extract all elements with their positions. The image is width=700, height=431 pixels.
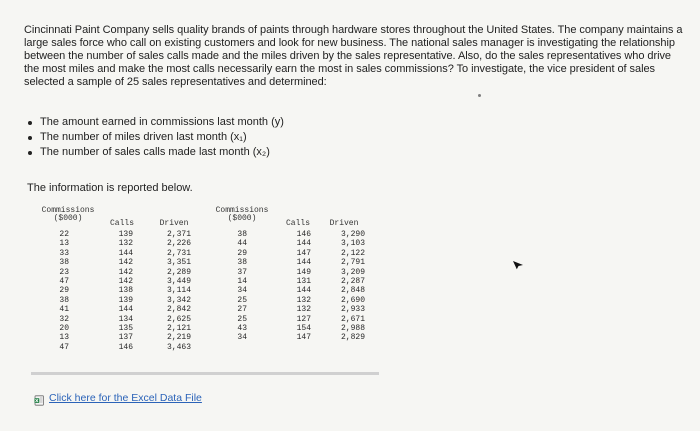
table-cell: 44 (237, 239, 247, 249)
table-cell: 2,842 (166, 305, 191, 315)
bullet-miles: The number of miles driven last month (x₁) (28, 131, 284, 144)
bullet-calls: The number of sales calls made last month (x₂) (28, 146, 284, 159)
table-cell: 132 (296, 305, 311, 315)
table-cell: 147 (296, 248, 311, 258)
table-cell: 3,209 (340, 267, 365, 277)
table-cell: 144 (118, 305, 133, 315)
table-cell: 131 (296, 277, 311, 286)
table-cell: 154 (296, 324, 311, 333)
table-cell: 2,791 (340, 258, 365, 268)
table-cell: 3,463 (166, 342, 191, 352)
table-header-2: Driven (159, 219, 189, 228)
table-cell: 2,219 (166, 333, 191, 343)
table-cell: 132 (118, 239, 133, 249)
table-cell: 22 (59, 230, 69, 239)
table-cell: 149 (296, 267, 311, 277)
table-cell: 47 (59, 277, 69, 286)
table-cell: 14 (237, 277, 247, 286)
table-cell: 2,121 (166, 324, 191, 333)
cursor-dot (478, 94, 481, 97)
table-header-1: Calls (109, 219, 134, 228)
table-cell: 3,351 (166, 258, 191, 268)
excel-link-row[interactable] (34, 391, 202, 405)
info-text: The information is reported below. (27, 182, 193, 194)
table-cell: 34 (237, 286, 247, 296)
table-cell: 3,342 (166, 295, 191, 305)
table-divider (31, 372, 379, 375)
table-cell: 23 (59, 267, 69, 277)
table-cell: 3,114 (166, 286, 191, 296)
problem-statement (24, 24, 688, 89)
table-cell: 34 (237, 333, 247, 343)
table-cell: 144 (296, 286, 311, 296)
table-cell: 146 (296, 230, 311, 239)
table-cell: 37 (237, 267, 247, 277)
table-cell: 2,671 (340, 314, 365, 324)
table-cell: 25 (237, 314, 247, 324)
table-header-4: Calls (285, 219, 310, 228)
table-cell: 43 (237, 324, 247, 333)
table-cell: 25 (237, 295, 247, 305)
table-cell: 142 (118, 258, 133, 268)
measurements-list (28, 116, 284, 161)
table-cell: 38 (59, 258, 69, 268)
table-cell: 139 (118, 295, 133, 305)
table-cell: 137 (118, 333, 133, 343)
table-cell: 2,625 (166, 314, 191, 324)
table-cell: 127 (296, 314, 311, 324)
table-cell: 3,290 (340, 230, 365, 239)
excel-file-icon (34, 393, 45, 404)
table-cell: 2,988 (340, 324, 365, 333)
table-cell: 2,690 (340, 295, 365, 305)
table-cell: 2,122 (340, 248, 365, 258)
table-cell: 13 (59, 239, 69, 249)
table-cell: 146 (118, 342, 133, 352)
table-cell: 132 (296, 295, 311, 305)
table-cell: 3,103 (340, 239, 365, 249)
pointer-arrow-icon (512, 260, 524, 270)
table-cell: 2,289 (166, 267, 191, 277)
table-cell: 144 (296, 258, 311, 268)
table-cell: 147 (296, 333, 311, 343)
table-cell: 139 (118, 230, 133, 239)
table-cell: 144 (118, 248, 133, 258)
table-cell: 2,731 (166, 248, 191, 258)
table-header-3: Commissions ($000) (215, 206, 269, 223)
table-cell: 29 (237, 248, 247, 258)
table-cell: 134 (118, 314, 133, 324)
table-cell: 2,287 (340, 277, 365, 286)
table-cell: 2,933 (340, 305, 365, 315)
table-cell: 38 (237, 258, 247, 268)
table-cell: 135 (118, 324, 133, 333)
table-cell: 32 (59, 314, 69, 324)
table-cell: 138 (118, 286, 133, 296)
table-cell: 20 (59, 324, 69, 333)
table-cell: 38 (59, 295, 69, 305)
table-header-0: Commissions ($000) (41, 206, 95, 223)
table-cell: 47 (59, 342, 69, 352)
sales-data-table (31, 200, 379, 376)
table-header-5: Driven (329, 219, 359, 228)
table-cell: 2,848 (340, 286, 365, 296)
table-cell: 29 (59, 286, 69, 296)
problem-paragraph: Cincinnati Paint Company sells quality brands of paints through hardware stores throughout the United States. The company maintains a large sales force who call on existing customers and look for new business. The national sales manager is investigating the relationship between the number of sales calls made and the miles driven by the sales representative. Also, do the sales representatives who drive the most miles and make the most calls necessarily earn the most in sales commissions? To investigate, the vice president of sales selected a sample of 25 sales representatives and determined: (24, 24, 683, 88)
table-cell: 144 (296, 239, 311, 249)
table-cell: 3,449 (166, 277, 191, 286)
table-cell: 13 (59, 333, 69, 343)
table-cell: 2,371 (166, 230, 191, 239)
table-cell: 38 (237, 230, 247, 239)
table-cell: 142 (118, 277, 133, 286)
table-cell: 27 (237, 305, 247, 315)
table-cell: 142 (118, 267, 133, 277)
table-cell: 2,829 (340, 333, 365, 343)
table-cell: 2,226 (166, 239, 191, 249)
excel-data-link[interactable]: Click here for the Excel Data File (49, 392, 202, 404)
bullet-commissions: The amount earned in commissions last month (y) (28, 116, 284, 129)
table-cell: 33 (59, 248, 69, 258)
table-cell: 41 (59, 305, 69, 315)
